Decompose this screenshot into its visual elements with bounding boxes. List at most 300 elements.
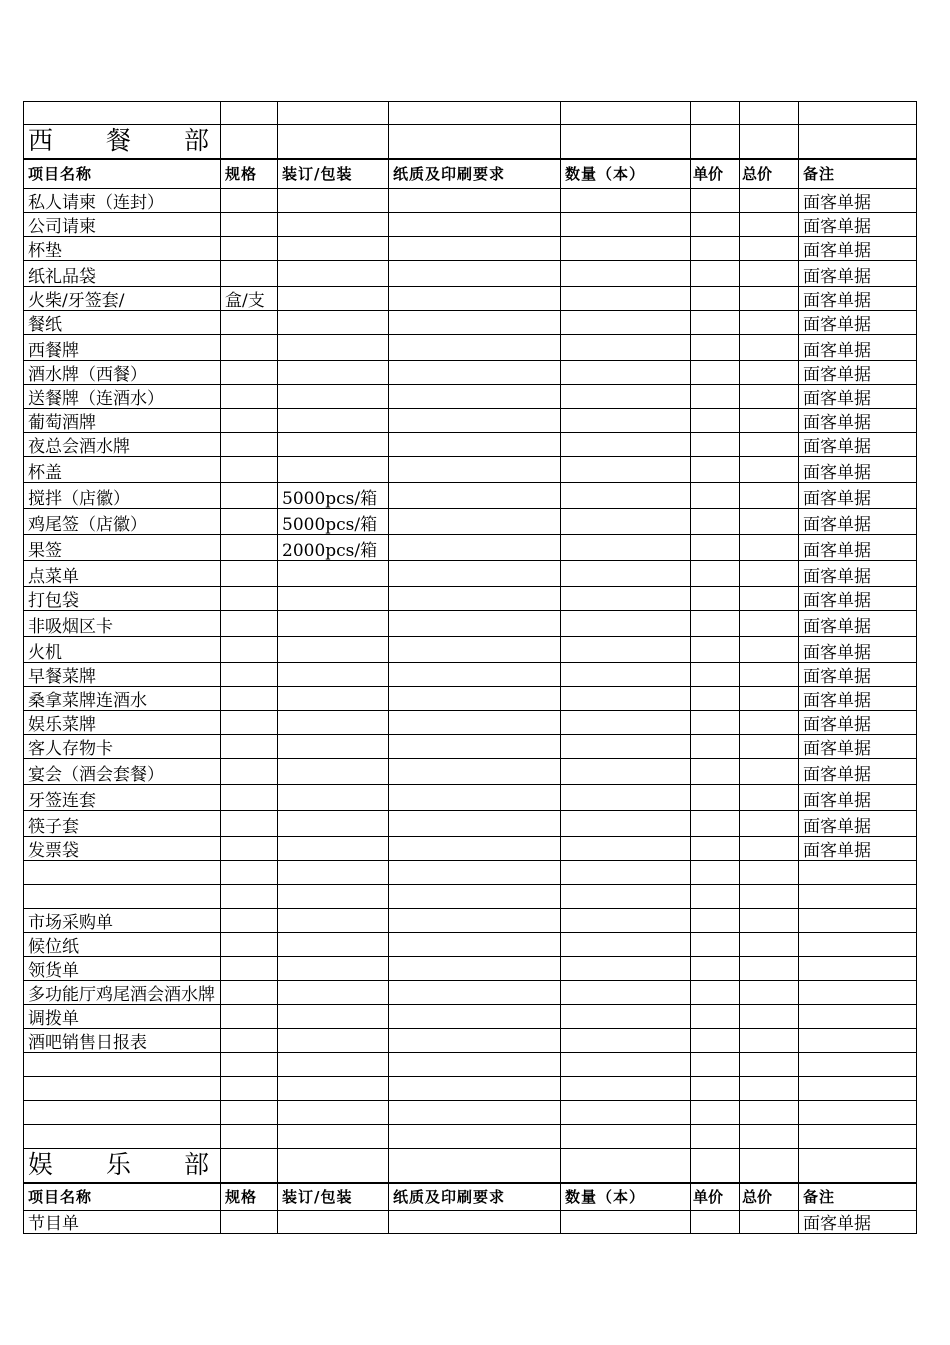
total-price-cell [740, 663, 799, 687]
unit-price-cell [691, 335, 740, 361]
table-row [24, 711, 917, 735]
remark-cell: 面客单据 [799, 561, 917, 587]
empty-cell [389, 102, 561, 125]
spec-cell [221, 361, 278, 385]
header-spec: 规格 [221, 1183, 278, 1211]
remark-cell: 面客单据 [799, 785, 917, 811]
empty-cell [691, 125, 740, 159]
quantity-cell [561, 981, 691, 1005]
paper-cell [389, 483, 561, 509]
unit-price-cell [691, 1101, 740, 1125]
item-name-cell: 点菜单 [24, 561, 221, 587]
paper-cell [389, 811, 561, 837]
item-name-cell: 市场采购单 [24, 909, 221, 933]
item-name-cell: 酒吧销售日报表 [24, 1029, 221, 1053]
binding-cell [278, 711, 389, 735]
quantity-cell [561, 611, 691, 637]
quantity-cell [561, 811, 691, 837]
item-name-cell: 餐纸 [24, 311, 221, 335]
empty-cell [799, 1149, 917, 1183]
paper-cell [389, 385, 561, 409]
paper-cell [389, 711, 561, 735]
table-row [24, 1211, 917, 1234]
table-row [24, 981, 917, 1005]
total-price-cell [740, 759, 799, 785]
total-price-cell [740, 409, 799, 433]
header-quantity: 数量（本） [561, 159, 691, 189]
total-price-cell [740, 885, 799, 909]
item-name-cell: 牙签连套 [24, 785, 221, 811]
total-price-cell [740, 1005, 799, 1029]
header-spec: 规格 [221, 159, 278, 189]
table-row [24, 335, 917, 361]
binding-cell: 2000pcs/箱 [278, 535, 389, 561]
table-row [24, 663, 917, 687]
unit-price-cell [691, 885, 740, 909]
paper-cell [389, 759, 561, 785]
remark-cell [799, 909, 917, 933]
header-total-price: 总价 [740, 159, 799, 189]
item-name-cell: 鸡尾签（店徽） [24, 509, 221, 535]
item-name-cell: 候位纸 [24, 933, 221, 957]
item-name-cell: 火柴/牙签套/ [24, 287, 221, 311]
quantity-cell [561, 457, 691, 483]
unit-price-cell [691, 311, 740, 335]
item-name-cell [24, 1101, 221, 1125]
quantity-cell [561, 837, 691, 861]
spec-cell [221, 611, 278, 637]
remark-cell: 面客单据 [799, 1211, 917, 1234]
total-price-cell [740, 981, 799, 1005]
spec-cell [221, 561, 278, 587]
binding-cell [278, 457, 389, 483]
total-price-cell [740, 735, 799, 759]
table-row [24, 735, 917, 759]
total-price-cell [740, 711, 799, 735]
total-price-cell [740, 637, 799, 663]
spec-cell [221, 1029, 278, 1053]
empty-cell [221, 125, 278, 159]
table-row [24, 933, 917, 957]
spec-cell [221, 433, 278, 457]
binding-cell [278, 1125, 389, 1149]
binding-cell [278, 759, 389, 785]
item-name-cell: 客人存物卡 [24, 735, 221, 759]
header-binding: 装订/包装 [278, 159, 389, 189]
empty-cell [691, 102, 740, 125]
spec-cell [221, 1077, 278, 1101]
remark-cell: 面客单据 [799, 311, 917, 335]
table-row [24, 957, 917, 981]
binding-cell [278, 261, 389, 287]
item-name-cell: 领货单 [24, 957, 221, 981]
binding-cell: 5000pcs/箱 [278, 509, 389, 535]
quantity-cell [561, 637, 691, 663]
section-title: 西 餐 部 [24, 125, 221, 159]
quantity-cell [561, 1101, 691, 1125]
paper-cell [389, 409, 561, 433]
header-total-price: 总价 [740, 1183, 799, 1211]
quantity-cell [561, 587, 691, 611]
table-row [24, 237, 917, 261]
header-remark: 备注 [799, 159, 917, 189]
item-name-cell: 娱乐菜牌 [24, 711, 221, 735]
blank-top-row [24, 102, 917, 125]
binding-cell [278, 561, 389, 587]
unit-price-cell [691, 1211, 740, 1234]
remark-cell [799, 885, 917, 909]
total-price-cell [740, 457, 799, 483]
item-name-cell: 调拨单 [24, 1005, 221, 1029]
quantity-cell [561, 735, 691, 759]
item-name-cell: 打包袋 [24, 587, 221, 611]
header-paper: 纸质及印刷要求 [389, 159, 561, 189]
empty-cell [561, 102, 691, 125]
table-body [24, 102, 917, 1234]
paper-cell [389, 687, 561, 711]
item-name-cell [24, 1125, 221, 1149]
remark-cell: 面客单据 [799, 535, 917, 561]
quantity-cell [561, 885, 691, 909]
quantity-cell [561, 311, 691, 335]
unit-price-cell [691, 189, 740, 213]
quantity-cell [561, 213, 691, 237]
item-name-cell: 酒水牌（西餐） [24, 361, 221, 385]
binding-cell [278, 433, 389, 457]
table-row [24, 535, 917, 561]
unit-price-cell [691, 861, 740, 885]
remark-cell: 面客单据 [799, 335, 917, 361]
unit-price-cell [691, 759, 740, 785]
paper-cell [389, 885, 561, 909]
total-price-cell [740, 1101, 799, 1125]
unit-price-cell [691, 561, 740, 587]
header-item-name: 项目名称 [24, 159, 221, 189]
paper-cell [389, 611, 561, 637]
unit-price-cell [691, 237, 740, 261]
spec-cell [221, 189, 278, 213]
spec-cell [221, 457, 278, 483]
unit-price-cell [691, 361, 740, 385]
blank-row [24, 885, 917, 909]
binding-cell [278, 957, 389, 981]
remark-cell: 面客单据 [799, 189, 917, 213]
spec-cell [221, 861, 278, 885]
header-binding: 装订/包装 [278, 1183, 389, 1211]
empty-cell [389, 1149, 561, 1183]
remark-cell: 面客单据 [799, 287, 917, 311]
item-name-cell [24, 861, 221, 885]
quantity-cell [561, 433, 691, 457]
remark-cell [799, 1029, 917, 1053]
paper-cell [389, 261, 561, 287]
spec-cell [221, 933, 278, 957]
remark-cell: 面客单据 [799, 433, 917, 457]
binding-cell [278, 611, 389, 637]
spec-cell [221, 535, 278, 561]
unit-price-cell [691, 811, 740, 837]
item-name-cell: 火机 [24, 637, 221, 663]
total-price-cell [740, 287, 799, 311]
paper-cell [389, 637, 561, 663]
total-price-cell [740, 535, 799, 561]
blank-row [24, 1053, 917, 1077]
empty-cell [691, 1149, 740, 1183]
total-price-cell [740, 213, 799, 237]
quantity-cell [561, 933, 691, 957]
section-title-row [24, 1149, 917, 1183]
binding-cell [278, 1005, 389, 1029]
paper-cell [389, 957, 561, 981]
remark-cell: 面客单据 [799, 261, 917, 287]
binding-cell [278, 663, 389, 687]
column-header-row [24, 1183, 917, 1211]
unit-price-cell [691, 1029, 740, 1053]
binding-cell [278, 637, 389, 663]
paper-cell [389, 837, 561, 861]
blank-row [24, 1125, 917, 1149]
quantity-cell [561, 261, 691, 287]
paper-cell [389, 861, 561, 885]
binding-cell [278, 361, 389, 385]
binding-cell [278, 981, 389, 1005]
table-row [24, 1005, 917, 1029]
remark-cell [799, 981, 917, 1005]
total-price-cell [740, 837, 799, 861]
binding-cell [278, 1101, 389, 1125]
total-price-cell [740, 261, 799, 287]
paper-cell [389, 1125, 561, 1149]
table-row [24, 811, 917, 837]
section-title: 娱 乐 部 [24, 1149, 221, 1183]
empty-cell [740, 125, 799, 159]
quantity-cell [561, 957, 691, 981]
spec-cell [221, 509, 278, 535]
binding-cell [278, 837, 389, 861]
total-price-cell [740, 335, 799, 361]
total-price-cell [740, 1053, 799, 1077]
paper-cell [389, 311, 561, 335]
spec-cell [221, 261, 278, 287]
binding-cell: 5000pcs/箱 [278, 483, 389, 509]
binding-cell [278, 1077, 389, 1101]
quantity-cell [561, 483, 691, 509]
empty-cell [740, 1149, 799, 1183]
spec-cell [221, 385, 278, 409]
spec-cell [221, 909, 278, 933]
binding-cell [278, 385, 389, 409]
binding-cell [278, 335, 389, 361]
remark-cell: 面客单据 [799, 687, 917, 711]
remark-cell [799, 1101, 917, 1125]
total-price-cell [740, 1077, 799, 1101]
item-name-cell: 桑拿菜牌连酒水 [24, 687, 221, 711]
binding-cell [278, 311, 389, 335]
paper-cell [389, 335, 561, 361]
table-row [24, 385, 917, 409]
binding-cell [278, 409, 389, 433]
item-name-cell: 非吸烟区卡 [24, 611, 221, 637]
empty-cell [799, 125, 917, 159]
spec-cell [221, 759, 278, 785]
remark-cell: 面客单据 [799, 735, 917, 759]
print-order-sheet [23, 101, 916, 1234]
binding-cell [278, 587, 389, 611]
item-name-cell: 宴会（酒会套餐） [24, 759, 221, 785]
blank-row [24, 1077, 917, 1101]
unit-price-cell [691, 1053, 740, 1077]
unit-price-cell [691, 957, 740, 981]
quantity-cell [561, 561, 691, 587]
spec-cell: 盒/支 [221, 287, 278, 311]
table-row [24, 837, 917, 861]
spec-cell [221, 1125, 278, 1149]
paper-cell [389, 1101, 561, 1125]
quantity-cell [561, 687, 691, 711]
quantity-cell [561, 1211, 691, 1234]
unit-price-cell [691, 785, 740, 811]
empty-cell [278, 125, 389, 159]
print-items-table [23, 101, 917, 1234]
unit-price-cell [691, 981, 740, 1005]
total-price-cell [740, 509, 799, 535]
quantity-cell [561, 237, 691, 261]
unit-price-cell [691, 1005, 740, 1029]
binding-cell [278, 687, 389, 711]
spec-cell [221, 1005, 278, 1029]
spec-cell [221, 957, 278, 981]
paper-cell [389, 535, 561, 561]
quantity-cell [561, 711, 691, 735]
paper-cell [389, 587, 561, 611]
empty-cell [740, 102, 799, 125]
paper-cell [389, 981, 561, 1005]
total-price-cell [740, 687, 799, 711]
table-row [24, 409, 917, 433]
binding-cell [278, 1053, 389, 1077]
quantity-cell [561, 409, 691, 433]
paper-cell [389, 1211, 561, 1234]
item-name-cell: 杯盖 [24, 457, 221, 483]
unit-price-cell [691, 1077, 740, 1101]
total-price-cell [740, 483, 799, 509]
binding-cell [278, 785, 389, 811]
spec-cell [221, 335, 278, 361]
spec-cell [221, 735, 278, 759]
table-row [24, 483, 917, 509]
unit-price-cell [691, 287, 740, 311]
empty-cell [799, 102, 917, 125]
paper-cell [389, 287, 561, 311]
spec-cell [221, 981, 278, 1005]
binding-cell [278, 861, 389, 885]
spec-cell [221, 711, 278, 735]
empty-cell [221, 102, 278, 125]
remark-cell: 面客单据 [799, 457, 917, 483]
binding-cell [278, 237, 389, 261]
item-name-cell: 发票袋 [24, 837, 221, 861]
header-quantity: 数量（本） [561, 1183, 691, 1211]
total-price-cell [740, 861, 799, 885]
spec-cell [221, 1053, 278, 1077]
remark-cell: 面客单据 [799, 509, 917, 535]
total-price-cell [740, 1211, 799, 1234]
empty-cell [561, 125, 691, 159]
spec-cell [221, 1101, 278, 1125]
spec-cell [221, 311, 278, 335]
total-price-cell [740, 1125, 799, 1149]
paper-cell [389, 1005, 561, 1029]
paper-cell [389, 361, 561, 385]
header-remark: 备注 [799, 1183, 917, 1211]
spec-cell [221, 1211, 278, 1234]
empty-cell [561, 1149, 691, 1183]
column-header-row [24, 159, 917, 189]
remark-cell: 面客单据 [799, 837, 917, 861]
quantity-cell [561, 535, 691, 561]
unit-price-cell [691, 409, 740, 433]
header-item-name: 项目名称 [24, 1183, 221, 1211]
item-name-cell: 纸礼品袋 [24, 261, 221, 287]
item-name-cell: 杯垫 [24, 237, 221, 261]
section-title-row [24, 125, 917, 159]
unit-price-cell [691, 483, 740, 509]
table-row [24, 287, 917, 311]
table-row [24, 687, 917, 711]
quantity-cell [561, 287, 691, 311]
quantity-cell [561, 861, 691, 885]
binding-cell [278, 287, 389, 311]
blank-row [24, 861, 917, 885]
total-price-cell [740, 1029, 799, 1053]
paper-cell [389, 189, 561, 213]
item-name-cell: 节目单 [24, 1211, 221, 1234]
table-row [24, 457, 917, 483]
item-name-cell: 搅拌（店徽） [24, 483, 221, 509]
unit-price-cell [691, 637, 740, 663]
item-name-cell: 果签 [24, 535, 221, 561]
table-row [24, 637, 917, 663]
remark-cell: 面客单据 [799, 663, 917, 687]
total-price-cell [740, 957, 799, 981]
spec-cell [221, 213, 278, 237]
remark-cell: 面客单据 [799, 361, 917, 385]
empty-cell [24, 102, 221, 125]
item-name-cell: 私人请柬（连封） [24, 189, 221, 213]
unit-price-cell [691, 433, 740, 457]
binding-cell [278, 811, 389, 837]
quantity-cell [561, 1005, 691, 1029]
item-name-cell: 送餐牌（连酒水） [24, 385, 221, 409]
unit-price-cell [691, 457, 740, 483]
quantity-cell [561, 909, 691, 933]
quantity-cell [561, 1077, 691, 1101]
remark-cell: 面客单据 [799, 611, 917, 637]
quantity-cell [561, 335, 691, 361]
total-price-cell [740, 561, 799, 587]
remark-cell [799, 861, 917, 885]
total-price-cell [740, 933, 799, 957]
remark-cell [799, 1125, 917, 1149]
remark-cell: 面客单据 [799, 759, 917, 785]
paper-cell [389, 1029, 561, 1053]
header-paper: 纸质及印刷要求 [389, 1183, 561, 1211]
total-price-cell [740, 311, 799, 335]
empty-cell [221, 1149, 278, 1183]
header-unit-price: 单价 [691, 159, 740, 189]
table-row [24, 261, 917, 287]
table-row [24, 189, 917, 213]
